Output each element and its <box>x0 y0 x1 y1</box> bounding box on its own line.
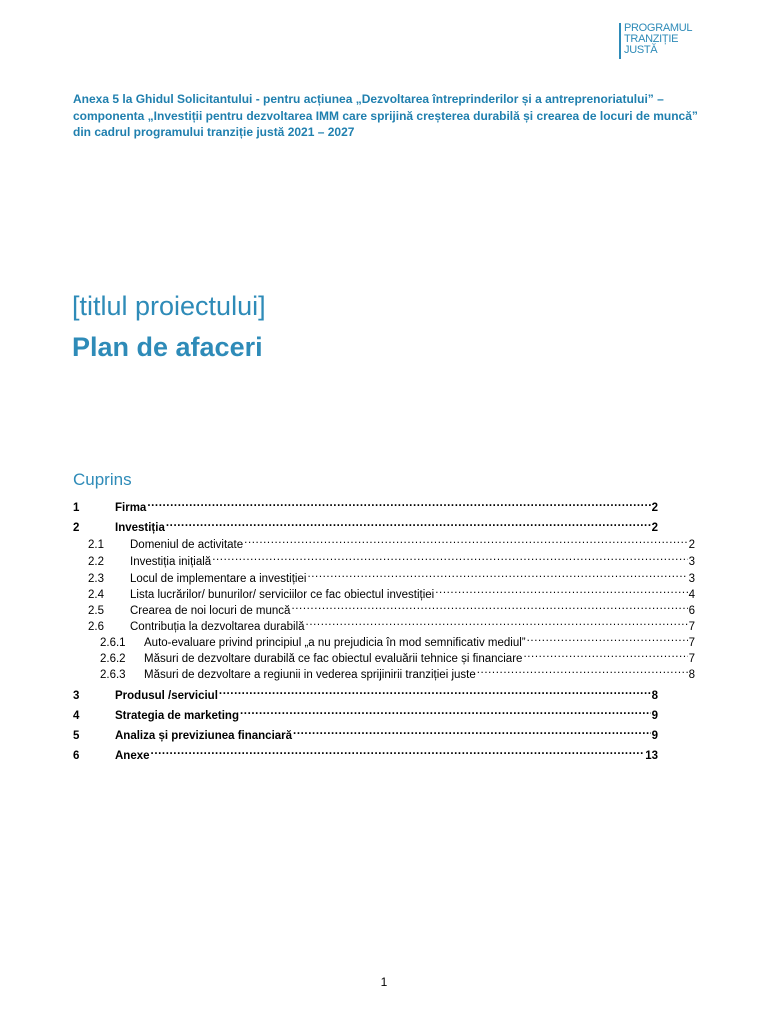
toc-entry-number: 4 <box>73 710 80 722</box>
toc-entry-number: 6 <box>73 750 80 762</box>
toc-entry-title: Lista lucrărilor/ bunurilor/ serviciilor ce fac obiectul investiției <box>130 589 435 601</box>
toc-entry-number: 2.2 <box>88 556 104 568</box>
toc-entry-title: Măsuri de dezvoltare a regiunii in vederea sprijinirii tranziției juste <box>144 669 476 681</box>
toc-entry-title: Strategia de marketing <box>115 710 239 722</box>
toc-entry-page: 7 <box>688 637 695 649</box>
toc-entry-page: 3 <box>688 556 695 568</box>
logo-line-2: TRANZIȚIE <box>624 33 679 45</box>
toc-entry-number: 5 <box>73 730 80 742</box>
toc-leader-dots <box>147 495 650 511</box>
toc-leader-dots <box>307 566 687 582</box>
toc-entry-title: Firma <box>115 502 147 514</box>
toc-leader-dots <box>477 662 688 678</box>
toc-leader-dots <box>240 703 651 719</box>
toc-leader-dots <box>306 614 688 630</box>
toc-leader-dots <box>151 743 645 759</box>
toc-entry-title: Domeniul de activitate <box>130 539 244 551</box>
toc-entry-page: 7 <box>688 621 695 633</box>
toc-entry-title: Analiza și previziunea financiară <box>115 730 293 742</box>
toc-entry-number: 2.6 <box>88 621 104 633</box>
toc-entry-title: Auto-evaluare privind principiul „a nu prejudicia în mod semnificativ mediul” <box>144 637 526 649</box>
toc-entry-title: Produsul /serviciul <box>115 690 218 702</box>
toc-leader-dots <box>212 549 687 565</box>
toc-entry-title: Locul de implementare a investiției <box>130 573 307 585</box>
toc-leader-dots <box>219 683 651 699</box>
toc-entry-number: 2.5 <box>88 605 104 617</box>
toc-leader-dots <box>523 646 687 662</box>
toc-entry-page: 3 <box>688 573 695 585</box>
toc-entry-page: 9 <box>651 730 658 742</box>
toc-leader-dots <box>244 532 687 548</box>
toc-entry-title: Anexe <box>115 750 150 762</box>
toc-leader-dots <box>293 723 651 739</box>
toc-entry-page: 6 <box>688 605 695 617</box>
toc-entry-number: 2.6.3 <box>100 669 126 681</box>
toc-entry-6[interactable] <box>73 743 658 764</box>
toc-entry-4[interactable] <box>73 703 658 724</box>
toc-entry-page: 2 <box>651 522 658 534</box>
toc-leader-dots <box>291 598 687 614</box>
toc-entry-page: 8 <box>651 690 658 702</box>
toc-entry-number: 2.4 <box>88 589 104 601</box>
toc-leader-dots <box>435 582 687 598</box>
toc-entry-number: 2 <box>73 522 80 534</box>
document-title: Plan de afaceri <box>72 332 263 362</box>
toc-entry-page: 2 <box>688 539 695 551</box>
toc-entry-number: 2.6.1 <box>100 637 126 649</box>
logo-line-3: JUSTĂ <box>624 44 658 56</box>
toc-entry-title: Contribuția la dezvoltarea durabilă <box>130 621 305 633</box>
toc-entry-number: 2.3 <box>88 573 104 585</box>
toc-entry-5[interactable] <box>73 723 658 744</box>
toc-entry-3[interactable] <box>73 683 658 704</box>
toc-entry-page: 9 <box>651 710 658 722</box>
toc-entry-page: 7 <box>688 653 695 665</box>
toc-entry-number: 2.6.2 <box>100 653 126 665</box>
toc-leader-dots <box>527 630 688 646</box>
toc-entry-title: Investiția inițială <box>130 556 212 568</box>
program-logo <box>619 23 709 59</box>
toc-entry-page: 8 <box>688 669 695 681</box>
toc-entry-2-6-3[interactable] <box>100 662 695 683</box>
toc-entry-title: Investiția <box>115 522 165 534</box>
toc-entry-page: 2 <box>651 502 658 514</box>
annex-header: Anexa 5 la Ghidul Solicitantului - pentru acțiunea „Dezvoltarea întreprinderilor și a antreprenoriatului” – componenta „Investiții pentru dezvoltarea IMM care sprijină creșterea durabilă și crearea de locuri de muncă” din cadrul programului tranziție justă 2021 – 2027 <box>73 92 698 139</box>
toc-entry-page: 13 <box>645 750 658 762</box>
toc-heading: Cuprins <box>73 470 132 489</box>
toc-entry-title: Măsuri de dezvoltare durabilă ce fac obiectul evaluării tehnice și financiare <box>144 653 523 665</box>
toc-entry-number: 2.1 <box>88 539 104 551</box>
page-number: 1 <box>380 975 388 989</box>
project-title: [titlul proiectului] <box>72 291 266 321</box>
toc-entry-number: 3 <box>73 690 80 702</box>
toc-entry-title: Crearea de noi locuri de muncă <box>130 605 291 617</box>
toc-entry-1[interactable] <box>73 495 658 516</box>
logo-line-1: PROGRAMUL <box>624 22 693 34</box>
toc-entry-page: 4 <box>688 589 695 601</box>
toc-entry-number: 1 <box>73 502 80 514</box>
toc-leader-dots <box>166 515 651 531</box>
